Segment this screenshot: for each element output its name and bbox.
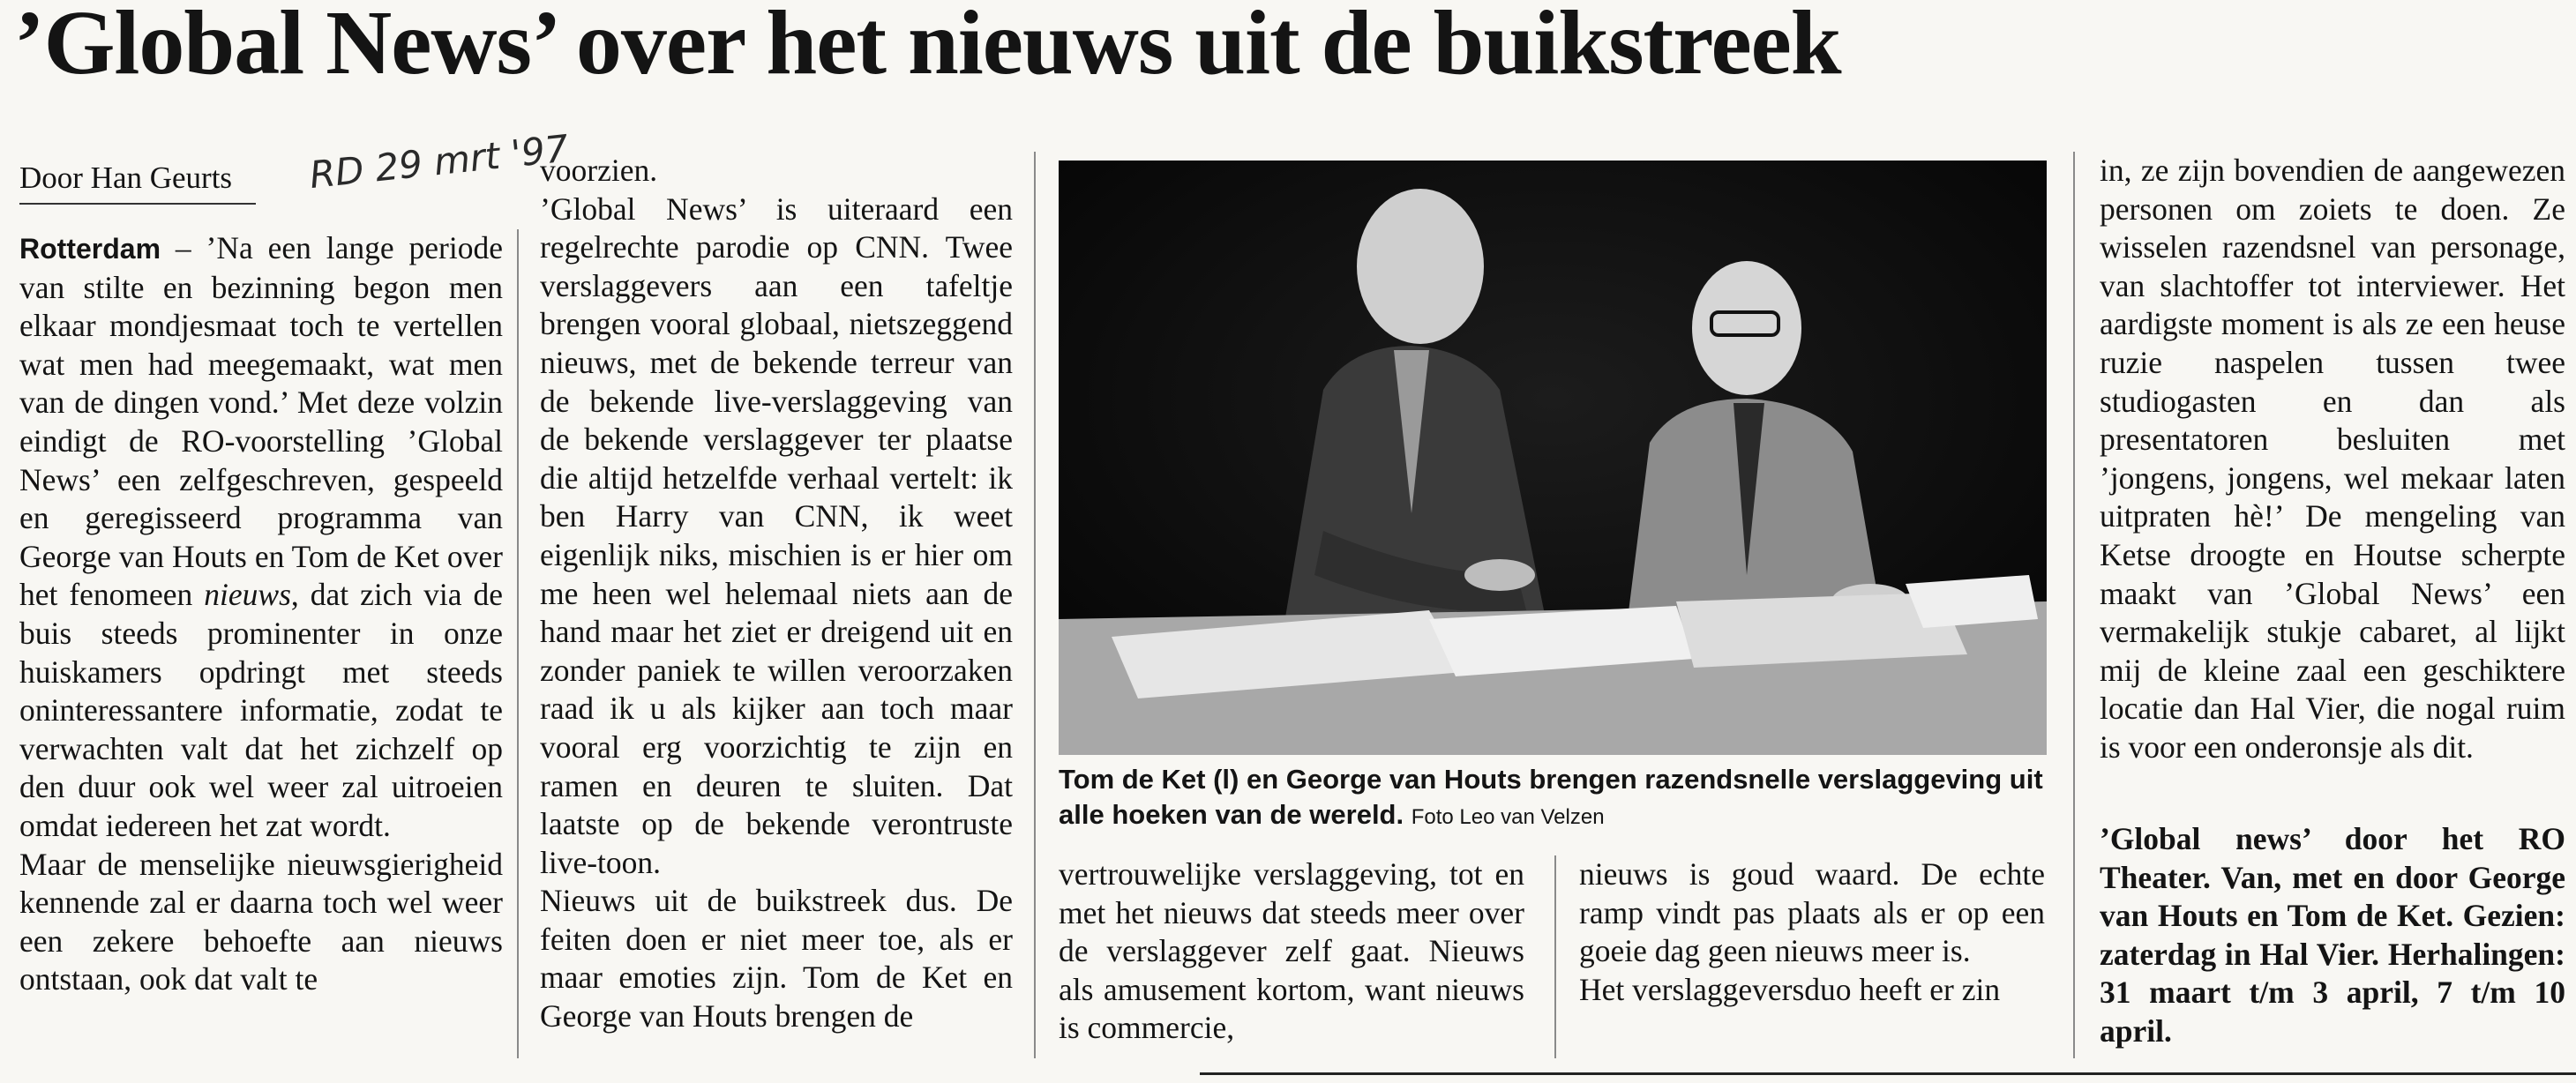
article-column-2: [540, 152, 1013, 1036]
bottom-rule: [1200, 1072, 2576, 1075]
column-divider-2: [1034, 152, 1036, 1058]
article-photo: [1059, 161, 2047, 755]
column5-paragraph-1: in, ze zijn bovendien de aangewezen personen om zoiets te doen. Ze wisselen razendsnel van personage, van slachtoffer tot interviewer. Het aardigste moment is als ze een heuse ruzie naspelen tussen twee studiogasten en dan als presentatoren besluiten met ’jongens, jongens, wel mekaar laten uitpraten hè!’ De mengeling van Ketse droogte en Houtse scherpte maakt van ’Global News’ een vermakelijk stukje cabaret, al lijkt mij de kleine zaal een geschiktere locatie dan Hal Vier, die nogal ruim is voor een onderonsje als dit.: [2100, 153, 2565, 765]
dateline: Rotterdam: [19, 233, 161, 265]
column1-paragraph-1: Rotterdam – ’Na een lange periode van stilte en bezinning begon men elkaar mondjesmaat toch te vertellen wat men had meegemaakt, wat men van de dingen vond.’ Met deze volzin eindigt de RO-voorstelling ’Global News’ een zelfgeschreven, gespeeld en geregisseerd programma van George van Houts en Tom de Ket over het fenomeen nieuws, dat zich via de buis steeds prominenter in onze huiskamers opdringt met steeds oninteressantere informatie, zodat te verwachten valt dat het zichzelf op den duur ook wel weer zal uitroeien omdat iedereen het zat wordt.: [19, 230, 504, 843]
performance-info: ’Global news’ door het RO Theater. Van, met en door George van Houts en Tom de Ket. Gezien: zaterdag in Hal Vier. Herhalingen: 31 maart t/m 3 april, 7 t/m 10 april.: [2100, 821, 2565, 1049]
article-column-5: [2100, 152, 2565, 767]
byline-rule: [19, 203, 256, 205]
caption-text: Tom de Ket (l) en George van Houts brengen razendsnelle verslaggeving uit alle hoeken van de wereld.: [1059, 764, 2043, 830]
headline: ’Global News’ over het nieuws uit de buikstreek: [14, 0, 1841, 93]
column1-paragraph-2: Maar de menselijke nieuwsgierigheid kennende zal er daarna toch wel weer een zekere behoefte aan nieuws ontstaan, ook dat valt te: [19, 846, 503, 997]
column2-paragraph-3: Nieuws uit de buikstreek dus. De feiten doen er niet meer toe, als er maar emoties zijn. Tom de Ket en George van Houts brengen de: [540, 883, 1013, 1034]
standing-man-head: [1357, 189, 1484, 344]
article-column-3: [1059, 855, 1524, 1048]
article-column-4: [1579, 855, 2045, 1009]
column3-paragraph-1: vertrouwelijke verslaggeving, tot en met het nieuws dat steeds meer over de verslaggever zelf gaat. Nieuws als amusement kortom, want nieuws is commercie,: [1059, 856, 1524, 1046]
column4-paragraph-2: Het verslaggeversduo heeft er zin: [1579, 971, 2001, 1007]
photo-credit: Foto Leo van Velzen: [1411, 805, 1605, 829]
photo-caption: [1059, 762, 2047, 835]
article-column-1: [19, 229, 503, 999]
column2-paragraph-2: ’Global News’ is uiteraard een regelrechte parodie op CNN. Twee verslaggevers aan een tafeltje brengen vooral globaal, nietszeggend nieuws, met de bekende terreur van de bekende live-verslaggeving van de bekende verslaggever ter plaatse die altijd hetzelfde verhaal vertelt: ik ben Harry van CNN, ik weet eigenlijk niks, mischien is er hier om me heen wel helemaal niets aan de hand maar het ziet er dreigend uit en zonder paniek te willen veroorzaken raad ik u als kijker aan toch maar vooral erg voorzichtig te zijn en ramen en deuren te sluiten. Dat laatste op de bekende verontruste live-toon.: [540, 190, 1013, 880]
seated-man-head: [1692, 261, 1801, 395]
photo-illustration: [1059, 161, 2047, 755]
column4-paragraph-1: nieuws is goud waard. De echte ramp vindt pas plaats als er op een goeie dag geen nieuws meer is.: [1579, 856, 2045, 969]
byline: Door Han Geurts: [19, 161, 233, 195]
column-divider-4: [2073, 152, 2075, 1058]
column-divider-1: [517, 229, 519, 1058]
column-divider-3: [1554, 855, 1556, 1058]
column2-paragraph-1: voorzien.: [540, 153, 658, 188]
handwritten-note-text: RD 29 mrt '97: [307, 126, 571, 198]
